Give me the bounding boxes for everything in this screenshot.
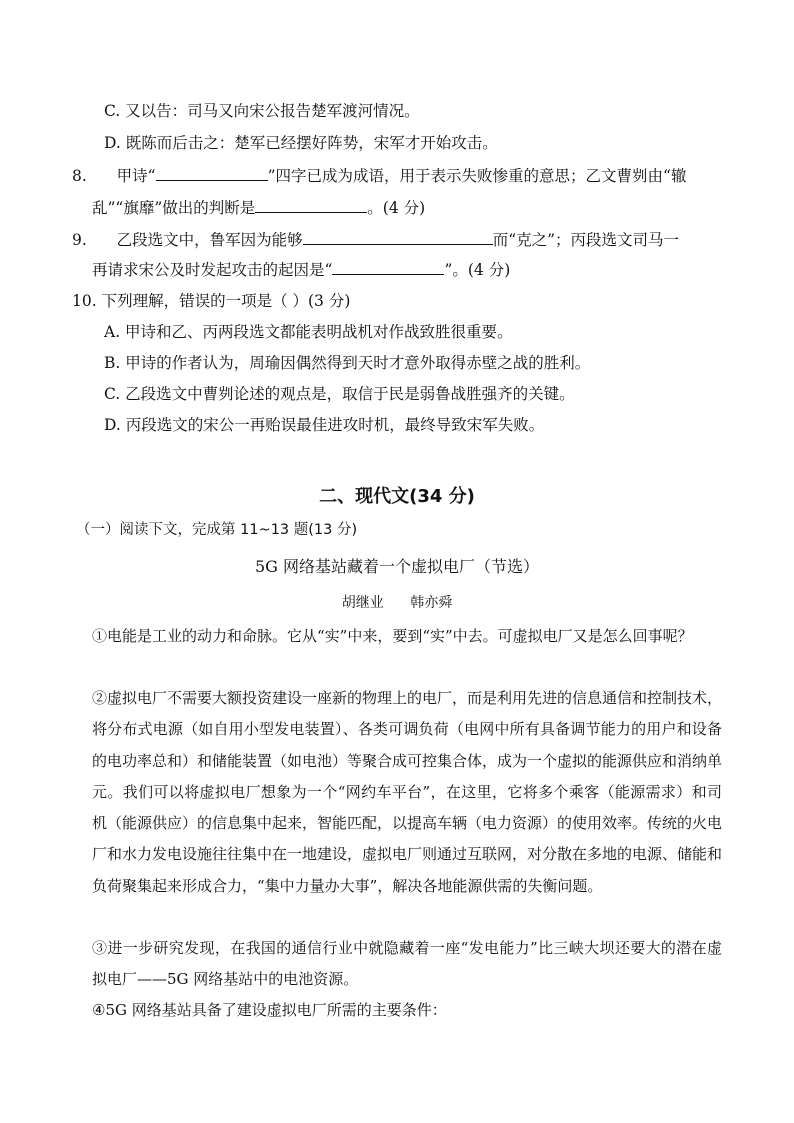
- q8-text-b: ”四字已成为成语，用于表示失败惨重的意思；乙文曹刿由“辙: [267, 167, 687, 185]
- q9-line-1: [72, 228, 679, 251]
- paragraph-4-text: ④5G 网络基站具备了建设虚拟电厂所需的主要条件：: [92, 1001, 447, 1019]
- article-paragraph-3: [92, 933, 722, 996]
- q8-text-a: 甲诗“: [116, 167, 156, 185]
- article-paragraph-1: [92, 621, 722, 652]
- q8-text-c: 乱”“旗靡”做出的判断是: [92, 199, 256, 217]
- q10-option-b: B. 甲诗的作者认为，周瑜因偶然得到天时才意外取得赤壁之战的胜利。: [104, 354, 591, 372]
- q7-option-c: C. 又以告：司马又向宋公报告楚军渡河情况。: [104, 102, 420, 120]
- article-paragraph-2: [92, 683, 722, 902]
- q7-option-d: D. 既陈而后击之：楚军已经摆好阵势，宋军才开始攻击。: [104, 134, 498, 152]
- q8-answer-blank-1[interactable]: [156, 164, 268, 181]
- q8-line-1: [72, 164, 686, 187]
- q9-line-2: [92, 258, 510, 281]
- q10-option-c: C. 乙段选文中曹刿论述的观点是，取信于民是弱鲁战胜强齐的关键。: [104, 385, 575, 403]
- q9-answer-blank-2[interactable]: [332, 258, 444, 275]
- paragraph-3-text: ③进一步研究发现，在我国的通信行业中就隐藏着一座“发电能力”比三峡大坝还要大的潜在虚拟电厂——5G 网络基站中的电池资源。: [92, 939, 722, 989]
- q10-option-d: D. 丙段选文的宋公一再贻误最佳进攻时机，最终导致宋军失败。: [104, 416, 545, 434]
- q9-text-a: 乙段选文中，鲁军因为能够: [116, 231, 303, 249]
- article-paragraph-4: [92, 995, 722, 1026]
- section-heading: 二、现代文(34 分): [319, 486, 475, 507]
- q8-number: 8.: [72, 167, 87, 185]
- q8-line-2: [92, 196, 425, 219]
- q9-text-c: 再请求宋公及时发起攻击的起因是“: [92, 261, 333, 279]
- q9-answer-blank-1[interactable]: [303, 228, 493, 245]
- q9-text-b: 而“克之”；丙段选文司马一: [492, 231, 680, 249]
- q10-stem: 10. 下列理解，错误的一项是（ ）(3 分): [72, 292, 351, 310]
- q8-text-d: 。(4 分): [367, 199, 426, 217]
- article-title: 5G 网络基站藏着一个虚拟电厂（节选）: [254, 557, 540, 576]
- paragraph-2-text: ②虚拟电厂不需要大额投资建设一座新的物理上的电厂，而是利用先进的信息通信和控制技术，将分布式电源（如自用小型发电装置）、各类可调负荷（电网中所有具备调节能力的用户和设备的电功率总和）和储能装置（如电池）等聚合成可控集合体，成为一个虚拟的能源供应和消纳单元。我们可以将虚拟电厂想象为一个“网约车平台”，在这里，它将多个乘客（能源需求）和司机（能源供应）的信息集中起来，智能匹配，以提高车辆（电力资源）的使用效率。传统的火电厂和水力发电设施往往集中在一地建设，虚拟电厂则通过互联网，对分散在多地的电源、储能和负荷聚集起来形成合力，“集中力量办大事”，解决各地能源供需的失衡问题。: [92, 689, 723, 895]
- q9-number: 9.: [72, 231, 87, 249]
- q8-answer-blank-2[interactable]: [255, 196, 367, 213]
- q9-text-d: ”。(4 分): [444, 261, 511, 279]
- paragraph-1-text: ①电能是工业的动力和命脉。它从“实”中来，要到“实”中去。可虚拟电厂又是怎么回事呢？: [92, 627, 693, 645]
- article-authors: 胡继业 韩亦舜: [341, 595, 453, 611]
- q10-option-a: A. 甲诗和乙、丙两段选文都能表明战机对作战致胜很重要。: [104, 323, 513, 341]
- subsection-instruction: （一）阅读下文，完成第 11~13 题(13 分): [76, 522, 358, 538]
